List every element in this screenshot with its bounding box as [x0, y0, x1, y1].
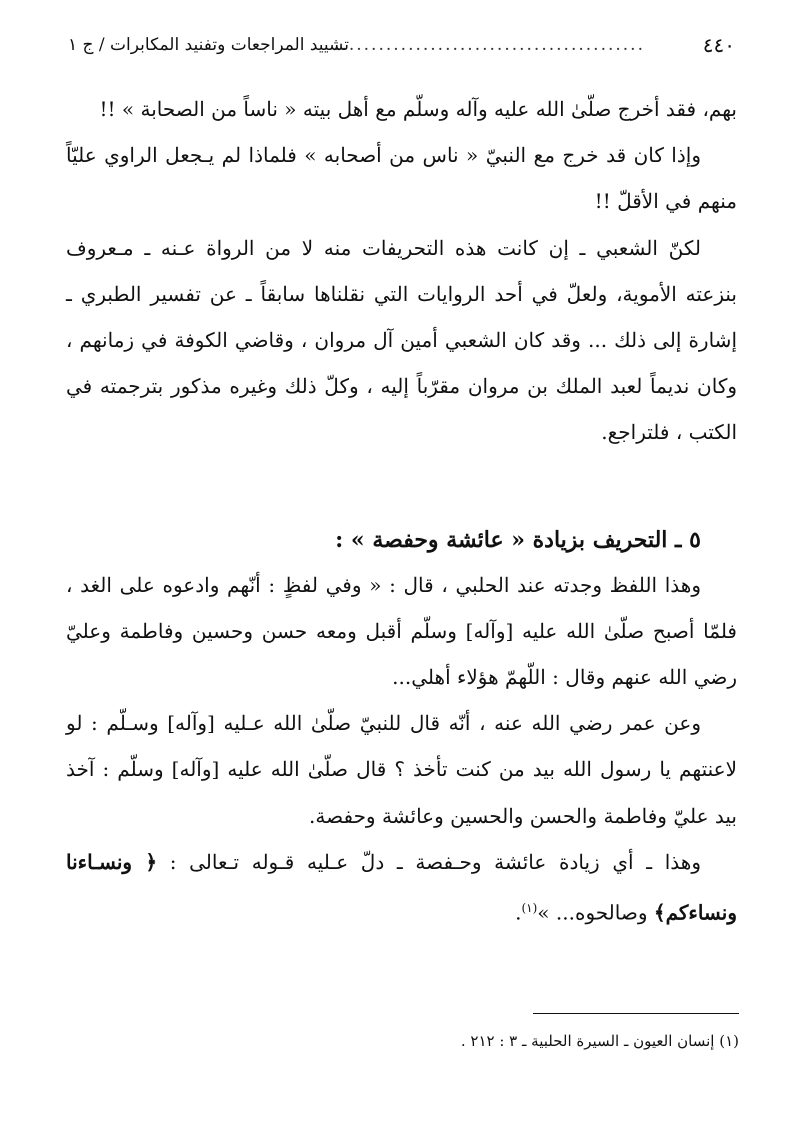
paragraph-2: وإذا كان قد خرج مع النبيّ « ناس من أصحابه » فلماذا لم يـجعل الراوي عليّاً منهم في الأقلّ !! — [66, 143, 737, 214]
section-heading: ٥ ـ التحريف بزيادة « عائشة وحفصة » : — [335, 526, 701, 553]
paragraph-4: وهذا اللفظ وجدته عند الحلبي ، قال : « وفي لفظٍ : أنّهم وادعوه على الغد ، فلمّا أصبح صلّىٰ الله عليه [وآله] وسلّم أقبل ومعه حسن وحسين وفاطمة وعليّ رضي الله عنهم وقال : اللّهمّ هؤلاء أهلي... — [66, 572, 737, 690]
paragraph-6-rest: وصالحوه... » — [537, 900, 654, 925]
paragraph-6-intro: وهذا ـ أي زيادة عائشة وحـفصة ـ دلّ عـليه قـوله تـعالى : — [157, 849, 701, 874]
page-number: ٤٤٠ — [702, 33, 735, 57]
page-body — [66, 86, 737, 936]
paragraph-6 — [66, 839, 737, 936]
paragraph-3: لكنّ الشعبي ـ إن كانت هذه التحريفات منه لا من الرواة عـنه ـ مـعروف بنزعته الأموية، ولعلّ في أحد الروايات التي نقلناها سابقاً ـ عن تفسير الطبري ـ إشارة إلى ذلك ... وقد كان الشعبي أمين آل مروان ، وقاضي الكوفة في زمانهم ، وكان نديماً لعبد الملك بن مروان مقرّباً إليه ، وكلّ ذلك وغيره مذكور بترجمته في الكتب ، فلتراجع. — [66, 235, 737, 445]
book-title: تشييد المراجعات وتفنيد المكابرات / ج ١ — [68, 35, 349, 55]
footnote: (١) إنسان العيون ـ السيرة الحلبية ـ ٣ : ٢١٢ . — [460, 1032, 739, 1050]
paragraph-5: وعن عمر رضي الله عنه ، أنّه قال للنبيّ صلّىٰ الله عـليه [وآله] وسـلّم : لو لاعنتهم يا رسول الله بيد من كنت تأخذ ؟ قال صلّىٰ الله عليه [وآله] وسلّم : آخذ بيد عليّ وفاطمة والحسن والحسين وعائشة وحفصة. — [66, 711, 737, 828]
header-leader-dots: .......................................... — [334, 35, 645, 55]
footnote-separator — [533, 1013, 739, 1014]
paragraph-1: بهم، فقد أخرج صلّىٰ الله عليه وآله وسلّم مع أهل بيته « ناساً من الصحابة » !! — [99, 97, 737, 121]
footnote-marker: (١) — [521, 901, 538, 916]
paragraph-6-end: . — [515, 900, 522, 925]
quran-quote: ﴿ ونسـاءنا ونساءكم﴾ — [66, 849, 737, 925]
running-header — [68, 30, 735, 60]
